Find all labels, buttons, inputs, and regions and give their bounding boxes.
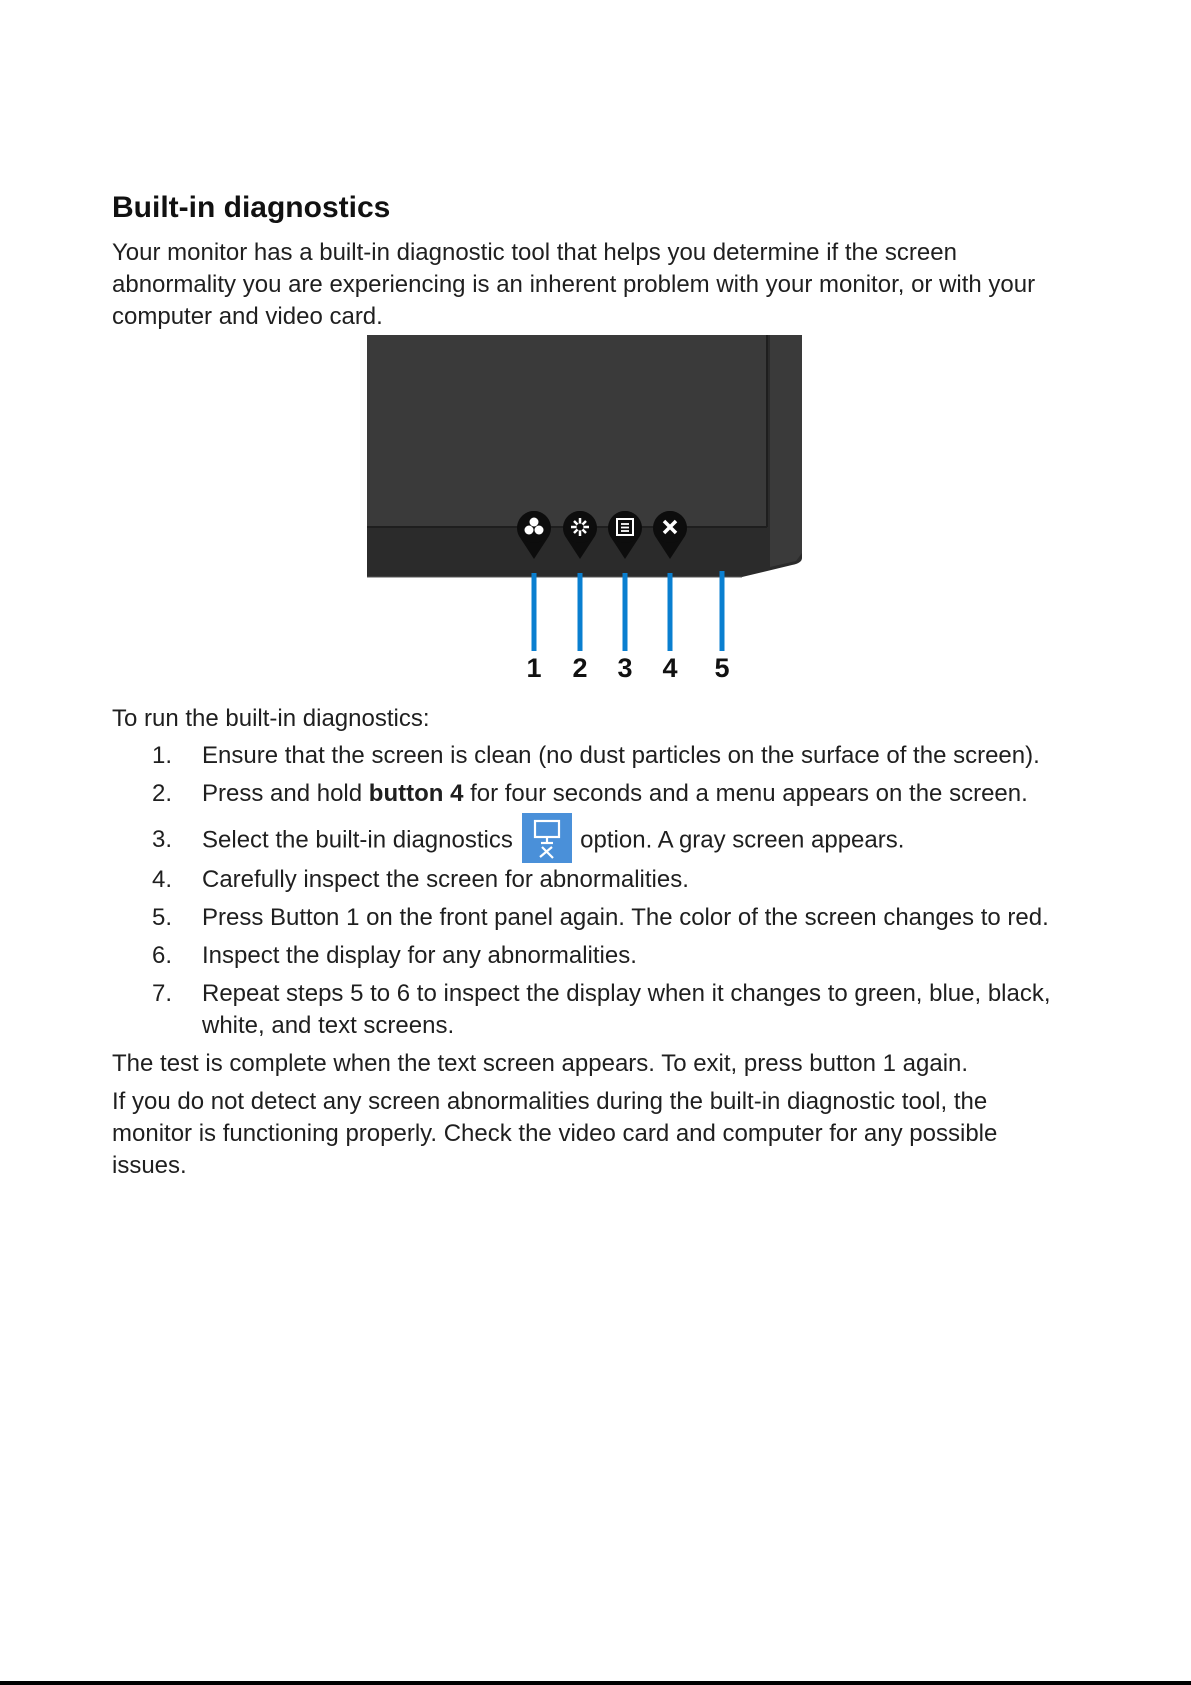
conclusion-paragraph: If you do not detect any screen abnormalities during the built-in diagnostic tool, the monitor is functioning properly. Check the video card and computer for any possible issues. [112,1088,998,1179]
monitor-illustration [112,333,1072,703]
callout-lines [534,571,722,651]
completion-paragraph: The test is complete when the text screen appears. To exit, press button 1 again. [112,1050,969,1077]
list-item: 1. Ensure that the screen is clean (no dust particles on the surface of the screen). [152,742,1040,769]
intro-paragraph: Your monitor has a built-in diagnostic tool that helps you determine if the screen abnormality you are experiencing is an inherent problem with your monitor, or with your computer and video card. [112,239,1036,330]
monitor-screen [367,335,767,527]
button-4-emphasis: button 4 [368,780,464,807]
callout-number-4: 4 [662,653,678,683]
list-item: 4. Carefully inspect the screen for abnormalities. [152,866,689,893]
run-label: To run the built-in diagnostics: [112,705,430,732]
list-item: 2. Press and hold button 4 for four seconds and a menu appears on the screen. [152,780,1028,807]
list-item: 5. Press Button 1 on the front panel again. The color of the screen changes to red. [152,904,1049,931]
page-bottom-border [0,1681,1191,1685]
section-heading: Built-in diagnostics [112,191,391,224]
document-page [112,188,1072,1182]
list-item: 3. Select the built-in diagnostics option. A gray screen appears. [112,816,1072,866]
monitor-buttons-figure [112,333,1072,703]
callout-number-1: 1 [526,653,542,683]
list-item: 7. Repeat steps 5 to 6 to inspect the display when it changes to green, blue, black, white, and text screens. [152,980,1051,1039]
callout-number-3: 3 [617,653,633,683]
monitor-side [770,335,802,567]
callout-number-2: 2 [572,653,588,683]
callout-number-5: 5 [714,653,730,683]
steps-list [112,740,1072,1042]
list-item: 6. Inspect the display for any abnormalities. [152,942,637,969]
built-in-diagnostics-icon [522,813,572,863]
